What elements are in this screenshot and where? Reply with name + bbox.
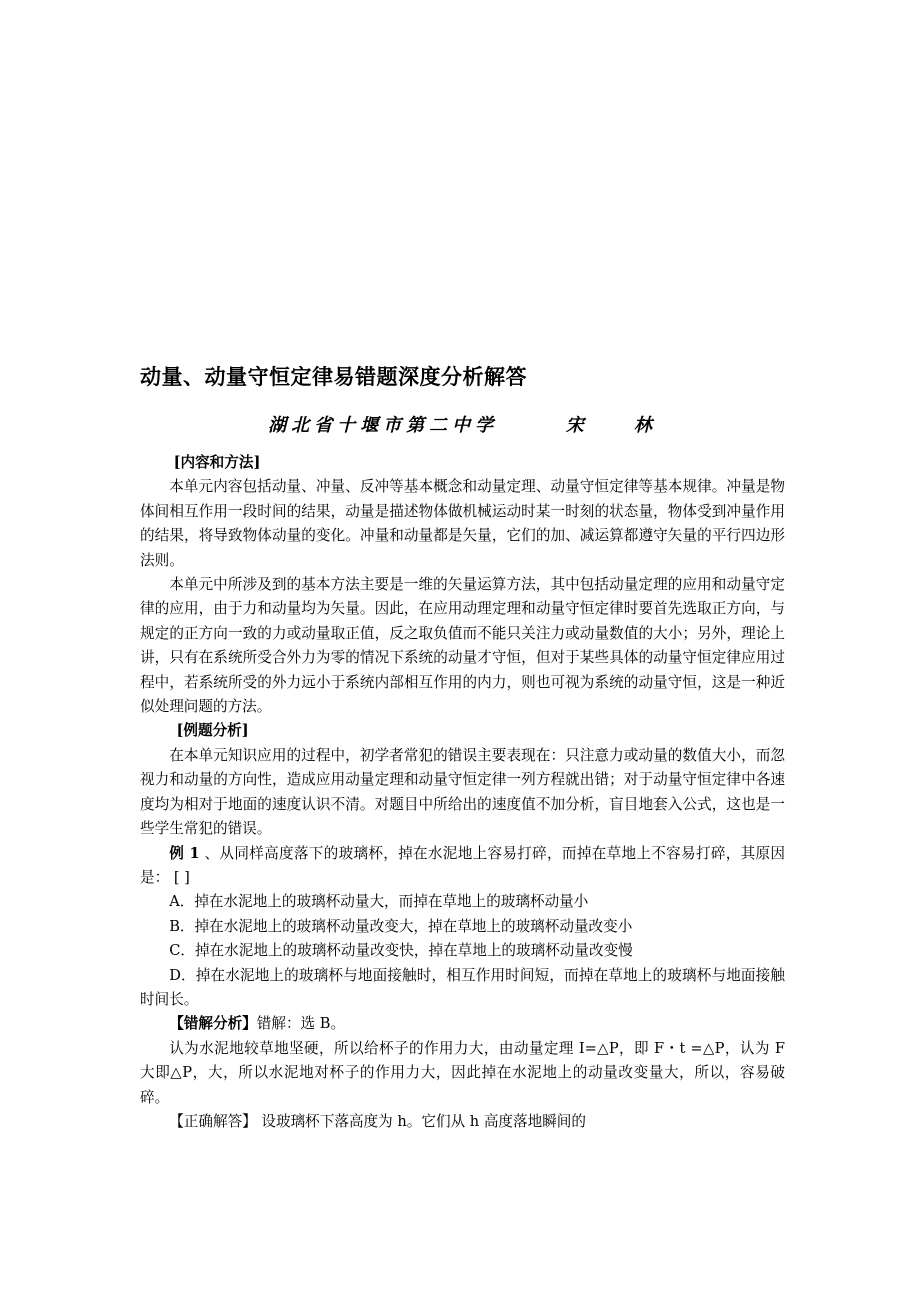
paragraph-content-1: 本单元内容包括动量、冲量、反冲等基本概念和动量定理、动量守恒定律等基本规律。冲量是物体间相互作用一段时间的结果，动量是描述物体做机械运动时某一时刻的状态量，物体受到冲量作用的结果，将导致物体动量的变化。冲量和动量都是矢量，它们的加、减运算都遵守矢量的平行四边形法则。 bbox=[140, 478, 785, 569]
paragraph-examples-1: 在本单元知识应用的过程中，初学者常犯的错误主要表现在：只注意力或动量的数值大小，而忽视力和动量的方向性，造成应用动量定理和动量守恒定律一列方程就出错；对于动量守恒定律中各速度均为相对于地面的速度认识不清。对题目中所给出的速度值不加分析，盲目地套入公式，这也是一些学生常犯的错误。 bbox=[140, 746, 785, 838]
wrong-analysis-label: 【错解分析】 bbox=[169, 1015, 257, 1033]
example-1-text: 、从同样高度落下的玻璃杯，掉在水泥地上容易打碎，而掉在草地上不容易打碎，其原因是： [ ] bbox=[140, 844, 785, 886]
option-d: D．掉在水泥地上的玻璃杯与地面接触时，相互作用时间短，而掉在草地上的玻璃杯与地面接触时间长。 bbox=[140, 966, 785, 1008]
section-heading-content: [内容和方法] bbox=[173, 454, 261, 471]
option-c: C．掉在水泥地上的玻璃杯动量改变快，掉在草地上的玻璃杯动量改变慢 bbox=[169, 942, 633, 960]
example-1-label: 例 1 bbox=[169, 844, 200, 862]
option-a: A．掉在水泥地上的玻璃杯动量大，而掉在草地上的玻璃杯动量小 bbox=[169, 893, 589, 911]
correct-answer bbox=[140, 1110, 785, 1134]
document-body bbox=[140, 451, 785, 1134]
author-line: 湖北省十堰市第二中学 宋 林 bbox=[268, 415, 657, 436]
wrong-analysis-explanation: 认为水泥地较草地坚硬，所以给杯子的作用力大，由动量定理 I=△P，即 F・t =△P，认为 F 大即△P，大，所以水泥地对杯子的作用力大，因此掉在水泥地上的动量改变量大，所以，容易破碎。 bbox=[140, 1039, 785, 1106]
paragraph-content-2: 本单元中所涉及到的基本方法主要是一维的矢量运算方法，其中包括动量定理的应用和动量守定律的应用，由于力和动量均为矢量。因此，在应用动理定理和动量守恒定律时要首先选取正方向，与规定的正方向一致的力或动量取正值，反之取负值而不能只关注力或动量数值的大小；另外，理论上讲，只有在系统所受合外力为零的情况下系统的动量才守恒，但对于某些具体的动量守恒定律应用过程中，若系统所受的外力远小于系统内部相互作用的内力，则也可视为系统的动量守恒，这是一种近似处理问题的方法。 bbox=[140, 576, 785, 716]
wrong-analysis-text: 错解：选 B。 bbox=[256, 1015, 346, 1033]
wrong-analysis bbox=[140, 1012, 785, 1036]
example-1-question bbox=[140, 842, 785, 891]
section-heading-examples: [例题分析] bbox=[176, 722, 249, 740]
correct-answer-text: 设玻璃杯下落高度为 h。它们从 h 高度落地瞬间的 bbox=[256, 1112, 586, 1130]
correct-answer-label: 【正确解答】 bbox=[169, 1112, 257, 1130]
document-title: 动量、动量守恒定律易错题深度分析解答 bbox=[140, 365, 527, 389]
option-b: B．掉在水泥地上的玻璃杯动量改变大，掉在草地上的玻璃杯动量改变小 bbox=[169, 917, 633, 935]
